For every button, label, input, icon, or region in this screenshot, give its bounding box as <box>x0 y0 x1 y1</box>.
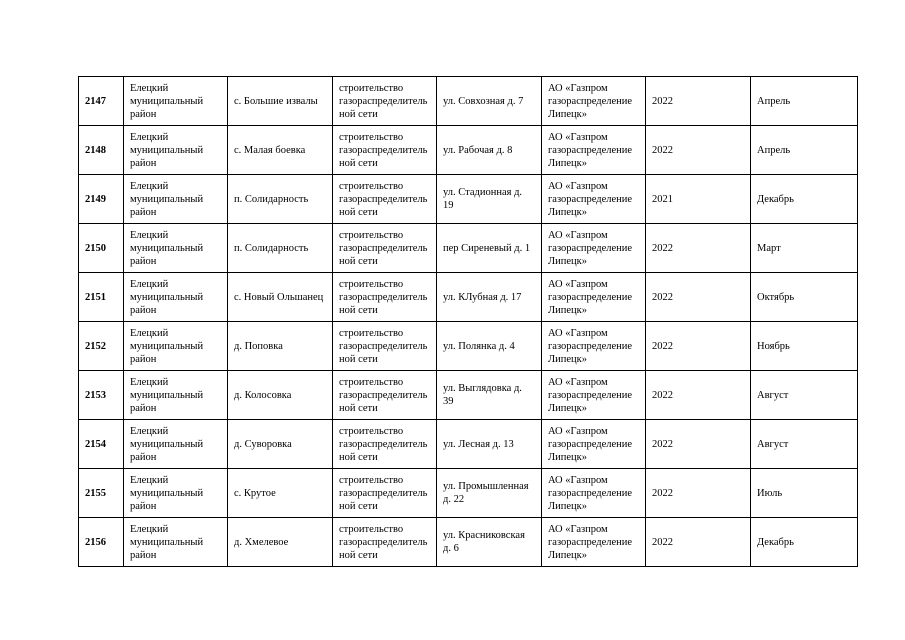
year-cell: 2022 <box>646 518 751 567</box>
district-cell-line: муниципальный <box>130 536 204 548</box>
row-number: 2156 <box>79 518 124 567</box>
work-type-cell-line: строительство <box>339 229 404 241</box>
district-cell-line: муниципальный <box>130 242 204 254</box>
work-type-cell-line: строительство <box>339 180 404 192</box>
work-type-cell-line: газораспределитель <box>339 291 428 303</box>
work-type-cell-line: ной сети <box>339 500 378 512</box>
address-cell-line: ул. Рабочая д. 8 <box>443 144 513 156</box>
address-cell-line: ул. Полянка д. 4 <box>443 340 515 352</box>
settlement-cell: п. Солидарность <box>228 224 333 273</box>
settlement-cell: д. Колосовка <box>228 371 333 420</box>
work-type-cell <box>333 126 437 175</box>
work-type-cell-line: газораспределитель <box>339 340 428 352</box>
work-type-cell <box>333 322 437 371</box>
table-row <box>79 77 858 126</box>
address-cell-line: д. 6 <box>443 543 459 554</box>
work-type-cell-line: ной сети <box>339 402 378 414</box>
settlement-cell: д. Суворовка <box>228 420 333 469</box>
month-cell: Ноябрь <box>751 322 858 371</box>
district-cell <box>124 77 228 126</box>
address-cell <box>437 420 542 469</box>
month-cell: Декабрь <box>751 518 858 567</box>
district-cell <box>124 126 228 175</box>
work-type-cell-line: ной сети <box>339 549 378 561</box>
organization-cell-line: газораспределение <box>548 389 633 401</box>
district-cell-line: район <box>130 255 157 267</box>
address-cell <box>437 322 542 371</box>
district-cell <box>124 273 228 322</box>
month-cell: Июль <box>751 469 858 518</box>
organization-cell-line: газораспределение <box>548 144 633 156</box>
district-cell-line: Елецкий <box>130 327 169 339</box>
month-cell: Август <box>751 371 858 420</box>
work-type-cell-line: ной сети <box>339 353 378 365</box>
organization-cell-line: АО «Газпром <box>548 82 608 94</box>
settlement-cell: с. Малая боевка <box>228 126 333 175</box>
organization-cell <box>542 420 646 469</box>
address-cell-line: ул. КЛубная д. 17 <box>443 291 522 303</box>
organization-cell-line: Липецк» <box>548 549 587 561</box>
row-number: 2152 <box>79 322 124 371</box>
row-number: 2151 <box>79 273 124 322</box>
work-type-cell-line: газораспределитель <box>339 242 428 254</box>
address-cell-line: ул. Стадионная д. <box>443 187 523 198</box>
organization-cell-line: Липецк» <box>548 255 587 267</box>
month-cell: Октябрь <box>751 273 858 322</box>
work-type-cell <box>333 469 437 518</box>
work-type-cell-line: газораспределитель <box>339 144 428 156</box>
district-cell <box>124 175 228 224</box>
table-row <box>79 224 858 273</box>
district-cell-line: Елецкий <box>130 131 169 143</box>
month-cell: Апрель <box>751 126 858 175</box>
work-type-cell <box>333 420 437 469</box>
table-row <box>79 175 858 224</box>
address-cell-line: ул. Лесная д. 13 <box>443 438 514 450</box>
address-cell <box>437 371 542 420</box>
year-cell: 2022 <box>646 322 751 371</box>
district-cell <box>124 322 228 371</box>
work-type-cell-line: строительство <box>339 327 404 339</box>
organization-cell-line: газораспределение <box>548 193 633 205</box>
organization-cell-line: газораспределение <box>548 291 633 303</box>
work-type-cell <box>333 518 437 567</box>
district-cell-line: муниципальный <box>130 487 204 499</box>
address-cell-line: ул. Совхозная д. 7 <box>443 95 524 107</box>
work-type-cell-line: газораспределитель <box>339 193 428 205</box>
address-cell <box>437 518 542 567</box>
organization-cell-line: Липецк» <box>548 353 587 365</box>
district-cell-line: район <box>130 500 157 512</box>
settlement-cell: с. Крутое <box>228 469 333 518</box>
district-cell <box>124 518 228 567</box>
organization-cell <box>542 224 646 273</box>
row-number: 2147 <box>79 77 124 126</box>
year-cell: 2022 <box>646 77 751 126</box>
work-type-cell-line: газораспределитель <box>339 95 428 107</box>
district-cell-line: район <box>130 549 157 561</box>
organization-cell-line: Липецк» <box>548 304 587 316</box>
work-type-cell-line: строительство <box>339 376 404 388</box>
year-cell: 2022 <box>646 273 751 322</box>
organization-cell-line: АО «Газпром <box>548 278 608 290</box>
work-type-cell-line: газораспределитель <box>339 536 428 548</box>
work-type-cell-line: строительство <box>339 131 404 143</box>
address-cell <box>437 77 542 126</box>
district-cell-line: муниципальный <box>130 389 204 401</box>
row-number: 2149 <box>79 175 124 224</box>
district-cell-line: район <box>130 353 157 365</box>
row-number: 2153 <box>79 371 124 420</box>
work-type-cell <box>333 175 437 224</box>
district-cell-line: район <box>130 402 157 414</box>
table-row <box>79 469 858 518</box>
address-cell-line: пер Сиреневый д. 1 <box>443 242 531 254</box>
address-cell <box>437 469 542 518</box>
month-cell: Август <box>751 420 858 469</box>
district-cell-line: муниципальный <box>130 144 204 156</box>
organization-cell-line: АО «Газпром <box>548 425 608 437</box>
table-body <box>79 77 858 567</box>
table-row <box>79 371 858 420</box>
work-type-cell-line: газораспределитель <box>339 438 428 450</box>
district-cell-line: район <box>130 206 157 218</box>
organization-cell-line: АО «Газпром <box>548 474 608 486</box>
organization-cell <box>542 126 646 175</box>
row-number: 2148 <box>79 126 124 175</box>
district-cell-line: Елецкий <box>130 82 169 94</box>
work-type-cell-line: строительство <box>339 523 404 535</box>
district-cell-line: Елецкий <box>130 474 169 486</box>
work-type-cell-line: ной сети <box>339 304 378 316</box>
organization-cell-line: АО «Газпром <box>548 376 608 388</box>
table-row <box>79 420 858 469</box>
work-type-cell <box>333 273 437 322</box>
address-cell <box>437 126 542 175</box>
address-cell-line: ул. Выглядовка д. <box>443 383 522 394</box>
district-cell <box>124 224 228 273</box>
district-cell <box>124 420 228 469</box>
organization-cell-line: АО «Газпром <box>548 180 608 192</box>
work-type-cell <box>333 77 437 126</box>
work-type-cell-line: строительство <box>339 425 404 437</box>
address-cell-line: 39 <box>443 396 454 407</box>
organization-cell-line: газораспределение <box>548 242 633 254</box>
organization-cell-line: Липецк» <box>548 451 587 463</box>
district-cell-line: Елецкий <box>130 229 169 241</box>
organization-cell <box>542 175 646 224</box>
work-type-cell-line: ной сети <box>339 108 378 120</box>
organization-cell <box>542 518 646 567</box>
organization-cell <box>542 322 646 371</box>
month-cell: Март <box>751 224 858 273</box>
month-cell: Декабрь <box>751 175 858 224</box>
district-cell-line: Елецкий <box>130 278 169 290</box>
district-cell-line: Елецкий <box>130 180 169 192</box>
organization-cell-line: Липецк» <box>548 500 587 512</box>
organization-cell-line: Липецк» <box>548 402 587 414</box>
organization-cell <box>542 77 646 126</box>
table-row <box>79 273 858 322</box>
address-cell-line: 19 <box>443 200 454 211</box>
table-row <box>79 322 858 371</box>
organization-cell-line: АО «Газпром <box>548 229 608 241</box>
work-type-cell-line: строительство <box>339 278 404 290</box>
organization-cell-line: АО «Газпром <box>548 131 608 143</box>
row-number: 2154 <box>79 420 124 469</box>
district-cell-line: район <box>130 108 157 120</box>
month-cell: Апрель <box>751 77 858 126</box>
district-cell-line: район <box>130 157 157 169</box>
district-cell <box>124 371 228 420</box>
organization-cell-line: Липецк» <box>548 108 587 120</box>
address-cell <box>437 273 542 322</box>
work-type-cell-line: строительство <box>339 82 404 94</box>
organization-cell <box>542 273 646 322</box>
address-cell-line: ул. Красниковская <box>443 530 525 541</box>
organization-cell-line: газораспределение <box>548 95 633 107</box>
organization-cell-line: АО «Газпром <box>548 327 608 339</box>
district-cell-line: Елецкий <box>130 523 169 535</box>
district-cell-line: Елецкий <box>130 425 169 437</box>
address-cell <box>437 175 542 224</box>
row-number: 2155 <box>79 469 124 518</box>
table-row <box>79 518 858 567</box>
work-type-cell-line: ной сети <box>339 451 378 463</box>
district-cell-line: район <box>130 451 157 463</box>
work-type-cell-line: газораспределитель <box>339 389 428 401</box>
organization-cell-line: газораспределение <box>548 438 633 450</box>
work-type-cell <box>333 224 437 273</box>
organization-cell-line: газораспределение <box>548 487 633 499</box>
district-cell-line: муниципальный <box>130 193 204 205</box>
organization-cell-line: Липецк» <box>548 157 587 169</box>
settlement-cell: с. Большие извалы <box>228 77 333 126</box>
district-cell-line: муниципальный <box>130 95 204 107</box>
organization-cell-line: АО «Газпром <box>548 523 608 535</box>
table-row <box>79 126 858 175</box>
district-cell <box>124 469 228 518</box>
address-cell <box>437 224 542 273</box>
row-number: 2150 <box>79 224 124 273</box>
organization-cell <box>542 371 646 420</box>
settlement-cell: с. Новый Ольшанец <box>228 273 333 322</box>
district-cell-line: муниципальный <box>130 438 204 450</box>
work-type-cell <box>333 371 437 420</box>
work-type-cell-line: ной сети <box>339 157 378 169</box>
year-cell: 2022 <box>646 224 751 273</box>
year-cell: 2022 <box>646 126 751 175</box>
organization-cell-line: Липецк» <box>548 206 587 218</box>
gasification-schedule-table <box>78 76 858 567</box>
organization-cell-line: газораспределение <box>548 340 633 352</box>
district-cell-line: Елецкий <box>130 376 169 388</box>
year-cell: 2022 <box>646 371 751 420</box>
address-cell-line: д. 22 <box>443 494 465 505</box>
work-type-cell-line: газораспределитель <box>339 487 428 499</box>
work-type-cell-line: ной сети <box>339 206 378 218</box>
organization-cell <box>542 469 646 518</box>
year-cell: 2021 <box>646 175 751 224</box>
year-cell: 2022 <box>646 420 751 469</box>
address-cell-line: ул. Промышленная <box>443 481 529 492</box>
settlement-cell: д. Поповка <box>228 322 333 371</box>
organization-cell-line: газораспределение <box>548 536 633 548</box>
work-type-cell-line: строительство <box>339 474 404 486</box>
settlement-cell: д. Хмелевое <box>228 518 333 567</box>
district-cell-line: муниципальный <box>130 291 204 303</box>
district-cell-line: район <box>130 304 157 316</box>
year-cell: 2022 <box>646 469 751 518</box>
district-cell-line: муниципальный <box>130 340 204 352</box>
work-type-cell-line: ной сети <box>339 255 378 267</box>
settlement-cell: п. Солидарность <box>228 175 333 224</box>
